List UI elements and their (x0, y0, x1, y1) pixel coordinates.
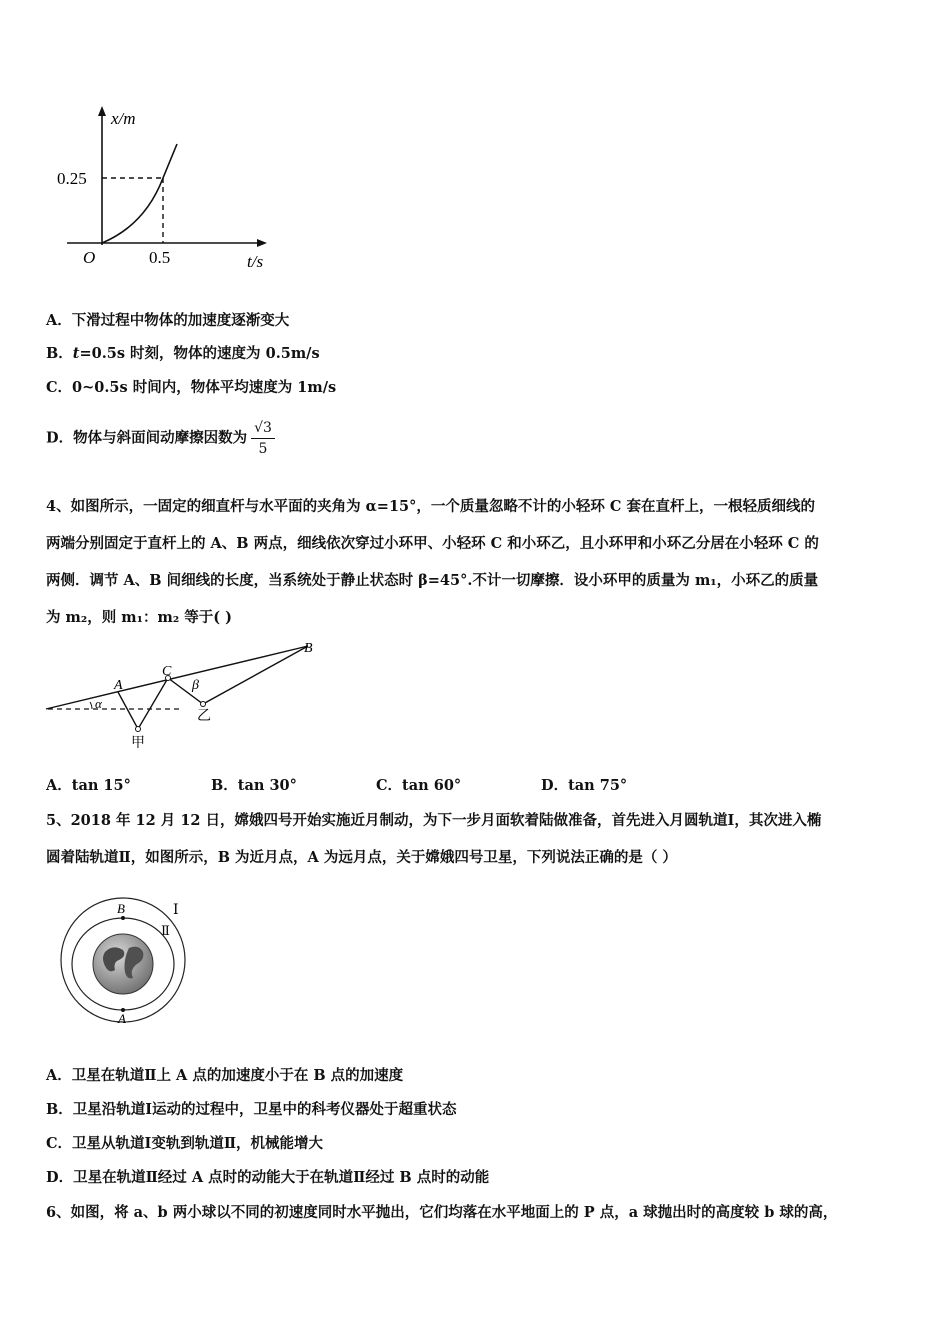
fraction (251, 418, 275, 459)
q3-option-b-prefix: B． (46, 345, 73, 362)
ring-yi (201, 702, 206, 707)
label-orbit-1: Ⅰ (173, 903, 179, 918)
label-a: A (118, 1011, 126, 1025)
origin-label: O (83, 248, 96, 267)
label-orbit-2: Ⅱ (161, 923, 170, 938)
label-jia: 甲 (131, 736, 145, 751)
q3-option-d (46, 418, 275, 459)
q3-option-a: A．下滑过程中物体的加速度逐渐变大 (46, 312, 290, 329)
alpha-arc (90, 702, 92, 709)
q6-line-1: 6、如图，将 a、b 两小球以不同的初速度同时水平抛出，它们均落在水平地面上的 P 点，a 球抛出时的高度较 b 球的高， (46, 1204, 838, 1221)
label-beta: β (192, 678, 199, 693)
label-a: A (114, 678, 123, 693)
rod-ring-figure (40, 635, 330, 755)
x-axis-label: t/s (247, 252, 264, 271)
moon-globe-icon (93, 934, 153, 994)
label-alpha: α (95, 696, 102, 711)
q5-line-2: 圆着陆轨道Ⅱ，如图所示，B 为近月点，A 为远月点，关于嫦娥四号卫星，下列说法正确的是（ ） (46, 849, 677, 866)
q4-line-2: 两端分别固定于直杆上的 A、B 两点，细线依次穿过小环甲、小轻环 C 和小环乙，且小环甲和小环乙分居在小轻环 C 的 (46, 535, 819, 552)
q4-line-1: 4、如图所示，一固定的细直杆与水平面的夹角为 α=15°，一个质量忽略不计的小轻环 C 套在直杆上，一根轻质细线的 (46, 498, 816, 515)
y-tick-label: 0.25 (57, 169, 87, 188)
q3-option-b (46, 344, 320, 364)
q5-line-1: 5、2018 年 12 月 12 日，嫦娥四号开始实施近月制动，为下一步月面软着陆做准备，首先进入月圆轨道Ⅰ，其次进入椭 (46, 812, 822, 829)
x-t-curve (102, 144, 177, 243)
orbit-figure (55, 890, 205, 1025)
q3-option-d-text: D．物体与斜面间动摩擦因数为 (46, 429, 248, 447)
q5-option-d: D．卫星在轨道Ⅱ经过 A 点时的动能大于在轨道Ⅱ经过 B 点时的动能 (46, 1169, 490, 1186)
q4-option-a: A．tan 15° (46, 777, 131, 794)
point-b (121, 916, 125, 920)
string (118, 646, 308, 729)
q3-option-b-var: t (72, 345, 80, 362)
ring-jia (136, 727, 141, 732)
q3-option-c: C．0~0.5s 时间内，物体平均速度为 1m/s (46, 379, 337, 396)
inclined-rod (46, 646, 308, 709)
q5-option-b: B．卫星沿轨道Ⅰ运动的过程中，卫星中的科考仪器处于超重状态 (46, 1101, 457, 1118)
label-b: B (117, 901, 125, 916)
y-axis-arrow-icon (98, 106, 106, 116)
fraction-numerator: √3 (251, 418, 275, 439)
q4-line-4: 为 m₂，则 m₁：m₂ 等于( ) (46, 609, 232, 626)
fraction-denominator: 5 (258, 441, 268, 457)
q4-option-b: B．tan 30° (211, 777, 297, 794)
label-b: B (304, 641, 313, 656)
x-t-graph (55, 100, 285, 280)
x-axis-arrow-icon (257, 239, 267, 247)
label-c: C (162, 664, 172, 679)
q5-option-a: A．卫星在轨道Ⅱ上 A 点的加速度小于在 B 点的加速度 (46, 1067, 404, 1084)
x-tick-label: 0.5 (149, 248, 171, 267)
q4-options (46, 776, 627, 796)
q4-option-c: C．tan 60° (376, 777, 462, 794)
q5-option-c: C．卫星从轨道Ⅰ变轨到轨道Ⅱ，机械能增大 (46, 1135, 324, 1152)
y-axis-label: x/m (111, 109, 136, 128)
q4-option-d: D．tan 75° (541, 777, 628, 794)
q3-option-b-rest: =0.5s 时刻，物体的速度为 0.5m/s (79, 345, 320, 362)
label-yi: 乙 (197, 709, 211, 724)
q4-line-3: 两侧．调节 A、B 间细线的长度，当系统处于静止状态时 β=45°.不计一切摩擦．设小环甲的质量为 m₁，小环乙的质量 (46, 572, 819, 589)
